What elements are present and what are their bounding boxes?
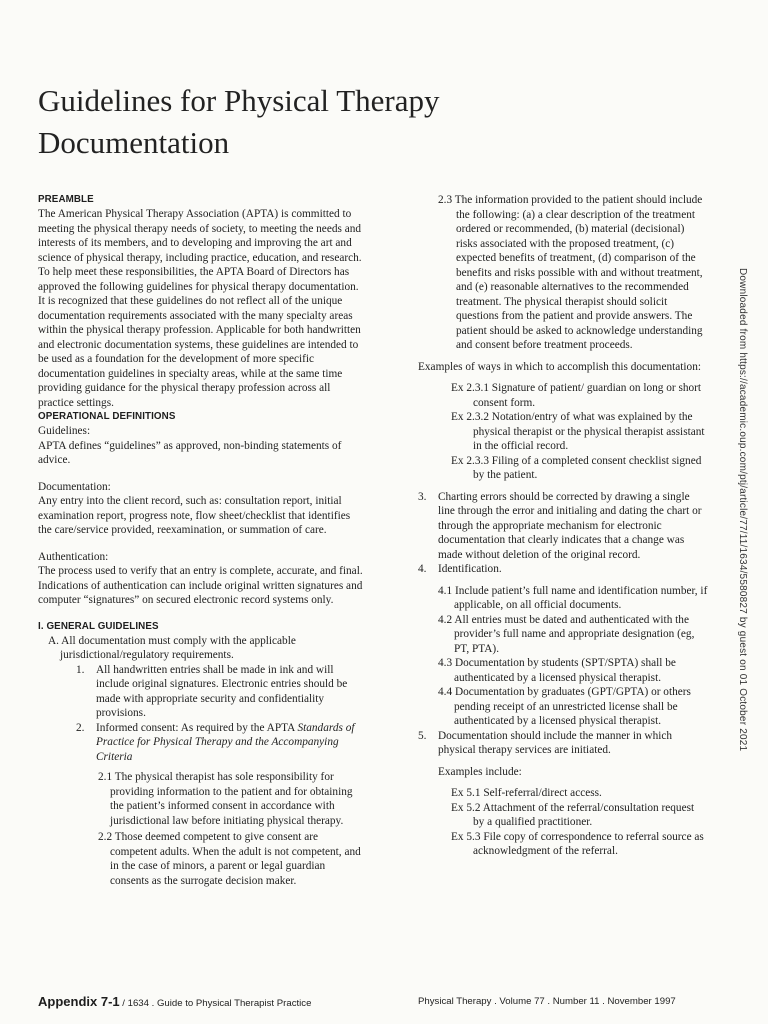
guideline-2-standards-title: Standards of Practice for Physical Therapy and the Accompanying Criteria — [96, 721, 355, 763]
example-2-3-1: Ex 2.3.1 Signature of patient/ guardian on long or short consent form. — [451, 382, 702, 409]
examples-intro: Examples of ways in which to accomplish this documentation: — [418, 360, 701, 373]
guideline-2-3: 2.3 The information provided to the patient should include the following: (a) a clear description of the treatment ordered or recommended, (b) material (decisional) risks associated with the proposed treatment, (c) expected benefits of treatment, (d) comparison of the benefits and risks possible with and without treatment, and (e) reasonable alternatives to the recommended treatment. The physical therapist should solicit questions from the patient and provide answers. The patient should be asked to acknowledge understanding and consent before treatment proceeds. — [438, 194, 703, 351]
guideline-5-number: 5. — [418, 729, 427, 742]
guideline-3-text: Charting errors should be corrected by drawing a single line through the error and initialing and dating the chart or through the appropriate mechanism for electronic documentation that clearly indicates that a change was made without deletion of the original record. — [438, 490, 702, 561]
guideline-1 — [38, 663, 364, 721]
guideline-2-number: 2. — [76, 721, 85, 734]
authentication-definition: The process used to verify that an entry is complete, accurate, and final. Indications of authentication can include original written signatures and computer “signatures” on secured electronic record systems only. — [38, 565, 363, 606]
guideline-1-text: All handwritten entries shall be made in ink and will include original signatures. Electronic entries should be made with appropriate security and confidentiality provisions. — [96, 663, 348, 719]
guidelines-term: Guidelines: — [38, 425, 91, 437]
footer-left-text: / 1634 . Guide to Physical Therapist Practice — [119, 998, 312, 1009]
guideline-4 — [418, 562, 708, 577]
guideline-4-4: 4.4 Documentation by graduates (GPT/GPTA) or others pending receipt of an unrestricted license shall be authenticated by a licensed physical therapist. — [438, 686, 691, 727]
example-5-3: Ex 5.3 File copy of correspondence to referral source as acknowledgment of the referral. — [451, 830, 704, 857]
title-line-2: Documentation — [38, 125, 230, 160]
page-title — [38, 80, 598, 164]
general-guidelines-heading: I. GENERAL GUIDELINES — [38, 620, 159, 632]
left-column — [38, 193, 364, 888]
guideline-2-text: Informed consent: As required by the APTA — [96, 721, 295, 734]
authentication-term: Authentication: — [38, 550, 109, 563]
example-5-2: Ex 5.2 Attachment of the referral/consultation request by a qualified practitioner. — [451, 801, 695, 828]
guideline-a: A. All documentation must comply with the applicable jurisdictional/regulatory requirements. — [48, 634, 296, 661]
footer-right: Physical Therapy . Volume 77 . Number 11 . November 1997 — [418, 996, 676, 1007]
operational-definitions-heading: OPERATIONAL DEFINITIONS — [38, 411, 176, 422]
guideline-4-1: 4.1 Include patient’s full name and identification number, if applicable, on all official documents. — [438, 584, 708, 611]
preamble-text: The American Physical Therapy Association (APTA) is committed to meeting the physical therapy needs of society, to meeting the needs and interests of its members, and to developing and improving the art and science of physical therapy, including practice, education, and research. To help meet these responsibilities, the APTA Board of Directors has approved the following guidelines for physical therapy documentation. It is recognized that these guidelines do not reflect all of the unique documentation requirements associated with the many specialty areas within the physical therapy profession. Applicable for both handwritten and electronic documentation systems, these guidelines are intended to be used as a foundation for the development of more specific documentation guidelines in specialty areas, while at the same time providing guidance for the physical therapy profession across all practice settings. — [38, 208, 362, 409]
example-5-1: Ex 5.1 Self-referral/direct access. — [451, 787, 602, 799]
page-footer — [38, 994, 738, 1010]
example-2-3-3: Ex 2.3.3 Filing of a completed consent checklist signed by the patient. — [451, 454, 702, 481]
guideline-4-3: 4.3 Documentation by students (SPT/SPTA) shall be authenticated by a licensed physical therapist. — [438, 657, 676, 684]
example-2-3-2: Ex 2.3.2 Notation/entry of what was explained by the physical therapist or the physical therapist assistant in the official record. — [451, 411, 705, 452]
guidelines-definition: APTA defines “guidelines” as approved, non-binding statements of advice. — [38, 439, 342, 466]
guideline-4-2: 4.2 All entries must be dated and authenticated with the provider’s full name and appropriate designation (eg, PT, PTA). — [438, 613, 695, 655]
guideline-5-text: Documentation should include the manner in which physical therapy services are initiated. — [438, 729, 673, 756]
guideline-5 — [418, 729, 708, 758]
guideline-1-number: 1. — [76, 663, 85, 676]
preamble-heading: PREAMBLE — [38, 194, 94, 205]
documentation-definition: Any entry into the client record, such as: consultation report, initial examination report, progress note, flow sheet/checklist that identifies the care/service provided, reexamination, or summation of care. — [38, 495, 351, 536]
guideline-3-number: 3. — [418, 490, 427, 503]
guideline-2-2: 2.2 Those deemed competent to give consent are competent adults. When the adult is not competent, and in the case of minors, a parent or legal guardian consents as the surrogate decision maker. — [98, 831, 361, 887]
guideline-4-number: 4. — [418, 563, 427, 575]
documentation-term: Documentation: — [38, 480, 111, 493]
footer-appendix: Appendix 7-1 — [38, 994, 120, 1009]
guideline-2 — [38, 721, 364, 765]
right-column — [418, 193, 708, 859]
footer-left — [38, 994, 311, 1009]
title-line-1: Guidelines for Physical Therapy — [38, 83, 440, 118]
download-watermark: Downloaded from https://academic.oup.com/ptj/article/77/11/1634/5580827 by guest on 01 October 2021 — [737, 268, 748, 752]
guideline-4-text: Identification. — [438, 563, 502, 575]
examples-include: Examples include: — [438, 765, 522, 778]
guideline-2-1: 2.1 The physical therapist has sole responsibility for providing information to the patient and for obtaining the patient’s informed consent in accordance with jurisdictional law before initiating physical therapy. — [98, 771, 353, 827]
guideline-3 — [418, 490, 708, 563]
